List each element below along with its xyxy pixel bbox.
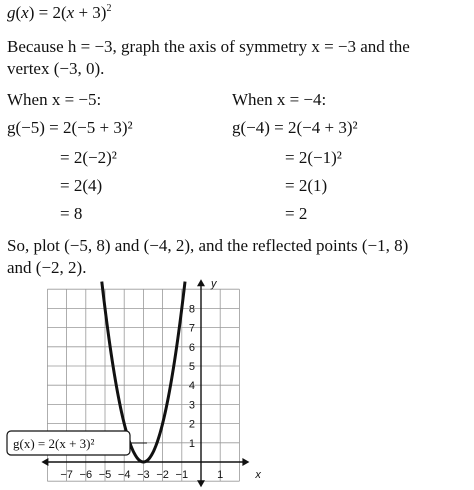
x-tick-label: 1: [217, 469, 224, 481]
right-row-4: = 2: [285, 204, 308, 223]
function-label: g(x) = 2(x + 3)²: [13, 436, 95, 451]
x-tick-label: −1: [175, 469, 189, 481]
left-row-2: = 2(−2)²: [60, 148, 117, 167]
y-tick-label: 2: [188, 418, 195, 431]
x-tick-label: −5: [98, 469, 112, 481]
left-row-3: = 2(4): [60, 176, 103, 195]
x-tick-label: −2: [156, 469, 169, 481]
right-row-3: = 2(1): [285, 176, 328, 195]
y-axis-arrow-down: [197, 480, 205, 487]
x-tick-label: −3: [137, 469, 150, 481]
y-tick-label: 1: [188, 437, 195, 450]
y-axis-arrow-up: [197, 279, 205, 286]
x-var: x: [21, 3, 29, 22]
g-of-x: g: [7, 3, 16, 22]
eq-rest: (: [15, 3, 22, 22]
x-tick-label: −6: [79, 469, 93, 481]
left-row-1: g(−5) = 2(−5 + 3)²: [7, 118, 133, 137]
right-row-2: = 2(−1)²: [285, 148, 342, 167]
plot-points-line-1: So, plot (−5, 8) and (−4, 2), and the reflected points (−1, 8): [7, 236, 409, 255]
explanation-line-1: Because h = −3, graph the axis of symmetry x = −3 and the: [7, 37, 410, 56]
plot-points-line-2: and (−2, 2).: [7, 258, 87, 277]
left-head: When x = −5:: [7, 90, 102, 109]
eq-tail2: + 3): [74, 3, 107, 22]
function-label-box: [7, 431, 147, 455]
explanation-line-2: vertex (−3, 0).: [7, 59, 105, 78]
x-tick-label: −4: [117, 469, 131, 481]
x-var2: x: [66, 3, 75, 22]
y-tick-label: 3: [188, 399, 195, 412]
x-axis-label: x: [255, 469, 261, 481]
y-tick-label: 4: [188, 380, 195, 393]
x-axis-arrow-left: [41, 458, 48, 466]
right-row-1: g(−4) = 2(−4 + 3)²: [232, 118, 358, 137]
left-row-4: = 8: [60, 204, 83, 223]
y-tick-label: 7: [188, 322, 195, 335]
y-tick-label: 8: [188, 303, 195, 316]
exp: 2: [106, 3, 112, 14]
y-tick-label: 6: [188, 341, 195, 354]
y-axis-label: y: [211, 278, 217, 291]
x-tick-label: −7: [60, 469, 73, 481]
eq-tail: ) = 2(: [28, 3, 67, 22]
y-tick-label: 5: [188, 361, 195, 373]
x-axis-arrow-right: [242, 458, 249, 466]
axes: [41, 279, 249, 487]
right-head: When x = −4:: [232, 90, 327, 109]
